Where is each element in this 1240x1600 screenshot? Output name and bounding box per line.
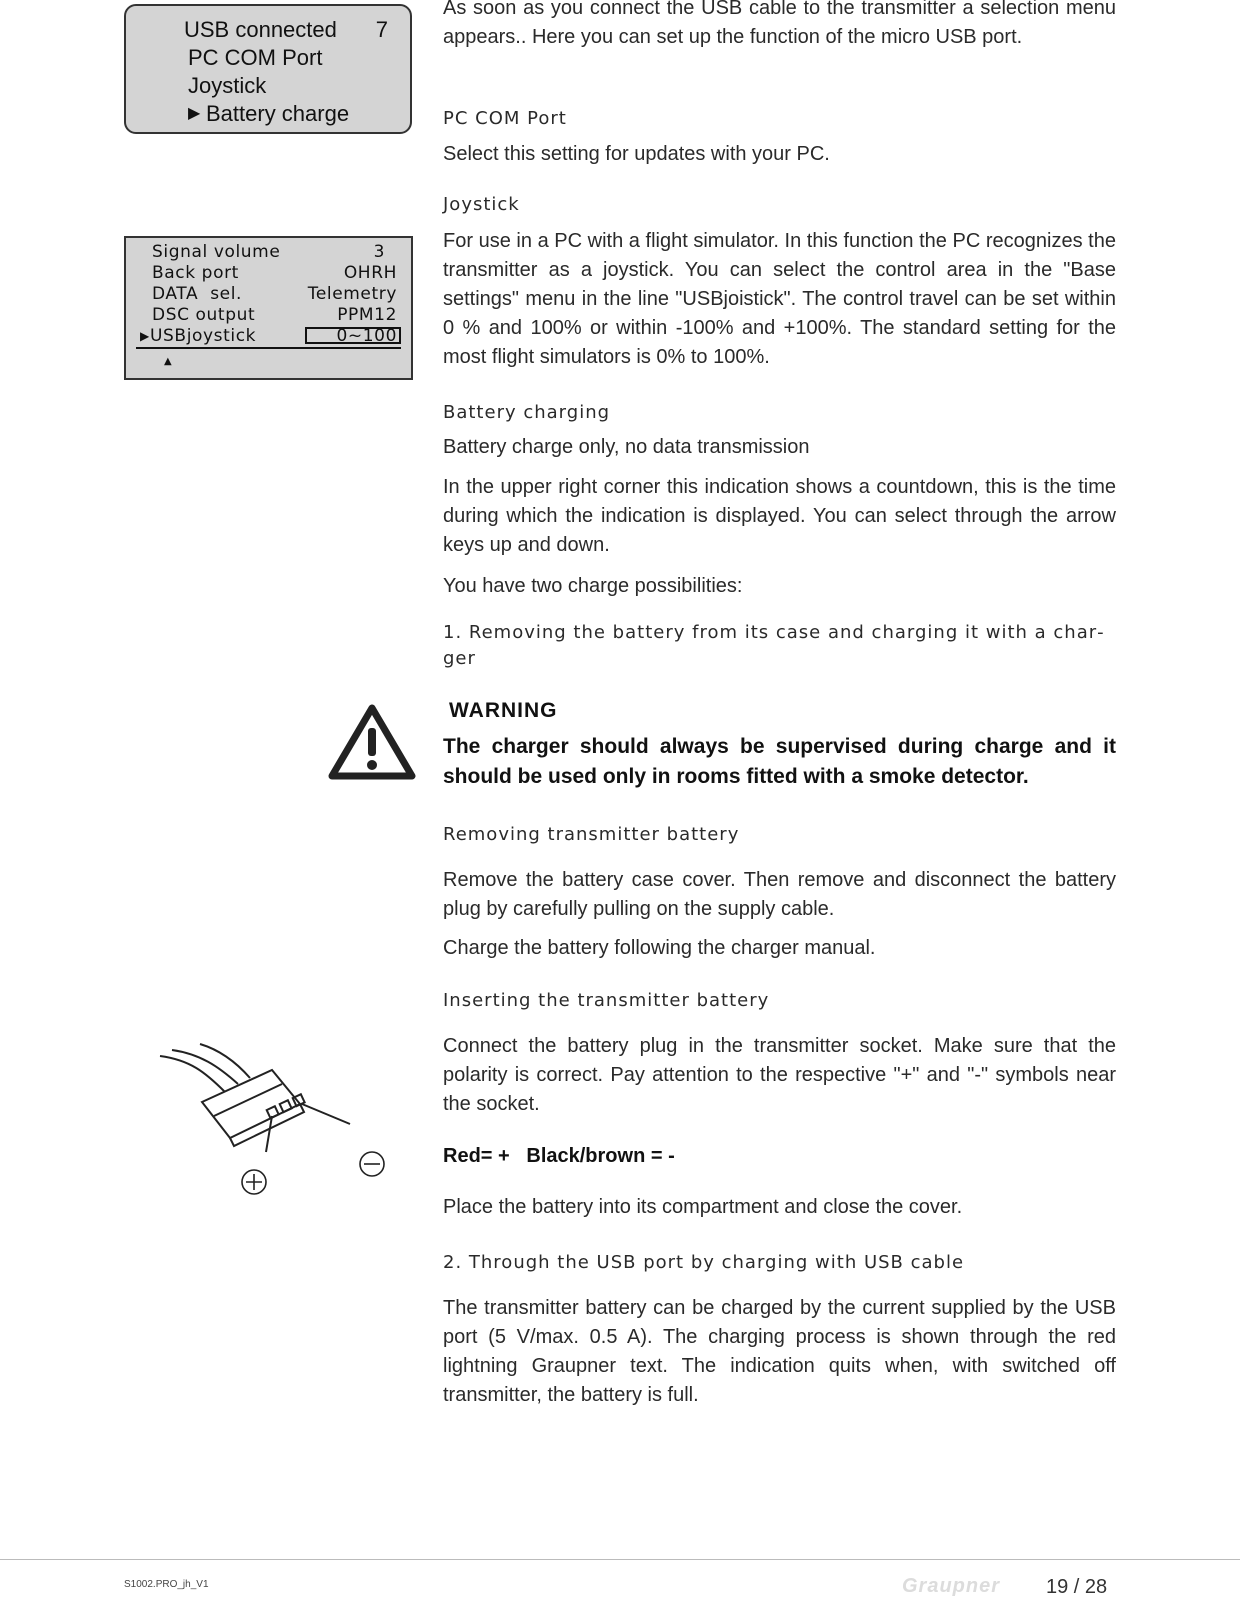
section-heading-inserting: Inserting the transmitter battery — [443, 990, 770, 1011]
battery-paragraph-1: Battery charge only, no data transmission — [443, 436, 810, 458]
minus-icon — [360, 1152, 384, 1176]
usb-menu-display — [124, 4, 412, 134]
polarity-note: Red= + Black/brown = - — [443, 1145, 675, 1167]
battery-paragraph-2: In the upper right corner this indication shows a countdown, this is the time during which the indication is displayed. You can select through the arrow keys up and down. — [443, 476, 1116, 556]
selection-arrow-icon: ▶ — [140, 329, 150, 343]
warning-text: The charger should always be supervised during charge and it should be used only in rooms fitted with a smoke detector. — [443, 735, 1116, 788]
document-id: S1002.PRO_jh_V1 — [124, 1579, 209, 1590]
settings-display — [124, 236, 413, 380]
menu-item-pc-com[interactable]: PC COM Port — [188, 45, 323, 70]
plus-icon — [242, 1170, 266, 1194]
page-number: 19 / 28 — [1046, 1576, 1108, 1598]
menu-item-joystick[interactable]: Joystick — [188, 73, 267, 98]
inserting-paragraph-2: Place the battery into its compartment and close the cover. — [443, 1196, 963, 1218]
option-2-paragraph: The transmitter battery can be charged by the current supplied by the USB port (5 V/max. 0.5 A). The charging process is shown through the red lightning Graupner text. The indication quits when, with switched off transmitter, the battery is full. — [443, 1297, 1116, 1406]
usb-menu-header — [126, 16, 410, 44]
selection-arrow-icon: ▶ — [188, 105, 201, 122]
menu-item-battery-charge[interactable]: ▶ Battery charge — [188, 101, 350, 126]
section-heading-removing: Removing transmitter battery — [443, 824, 740, 845]
settings-row[interactable]: DSC output PPM12 — [152, 305, 397, 325]
warning-triangle-icon — [328, 702, 416, 782]
settings-row[interactable]: DATA sel. Telemetry — [152, 284, 397, 304]
battery-paragraph-3: You have two charge possibilities: — [443, 575, 743, 597]
settings-row[interactable]: Back port OHRH — [152, 263, 397, 283]
settings-row-selected[interactable]: ▶ USBjoystick 0~100 — [136, 326, 401, 349]
countdown-value: 7 — [375, 17, 388, 42]
removing-paragraph-2: Charge the battery following the charger manual. — [443, 937, 876, 959]
joystick-paragraph: For use in a PC with a flight simulator. In this function the PC recognizes the transmitter as a joystick. You can select the control area in the "Base settings" menu in the line "USBjoistick". The control travel can be set within 0 % and 100% or within -100% and +100%. The standard setting for the most flight simulators is 0% to 100%. — [443, 230, 1116, 368]
scroll-up-icon[interactable]: ▲ — [164, 356, 173, 367]
section-heading-pc-com: PC COM Port — [443, 108, 567, 129]
option-2-heading: 2. Through the USB port by charging with USB cable — [443, 1252, 965, 1273]
removing-paragraph-1: Remove the battery case cover. Then remove and disconnect the battery plug by carefully pulling on the supply cable. — [443, 869, 1116, 920]
inserting-paragraph-1: Connect the battery plug in the transmitter socket. Make sure that the polarity is correct. Pay attention to the respective "+" and "-" symbols near the socket. — [443, 1035, 1116, 1115]
footer-divider — [0, 1559, 1240, 1560]
intro-paragraph: As soon as you connect the USB cable to the transmitter a selection menu appears.. Here you can set up the function of the micro USB port. — [443, 0, 1116, 48]
section-heading-battery: Battery charging — [443, 402, 611, 423]
settings-row[interactable]: Signal volume 3 — [152, 242, 385, 262]
usb-menu-title: USB connected — [184, 17, 337, 42]
section-heading-joystick: Joystick — [443, 194, 520, 215]
battery-plug-illustration — [150, 1040, 400, 1200]
graupner-logo: Graupner — [902, 1575, 1001, 1597]
option-1-heading: 1. Removing the battery from its case and charging it with a charger — [443, 622, 1104, 669]
pc-com-paragraph: Select this setting for updates with your PC. — [443, 143, 830, 165]
warning-title: WARNING — [449, 699, 558, 722]
